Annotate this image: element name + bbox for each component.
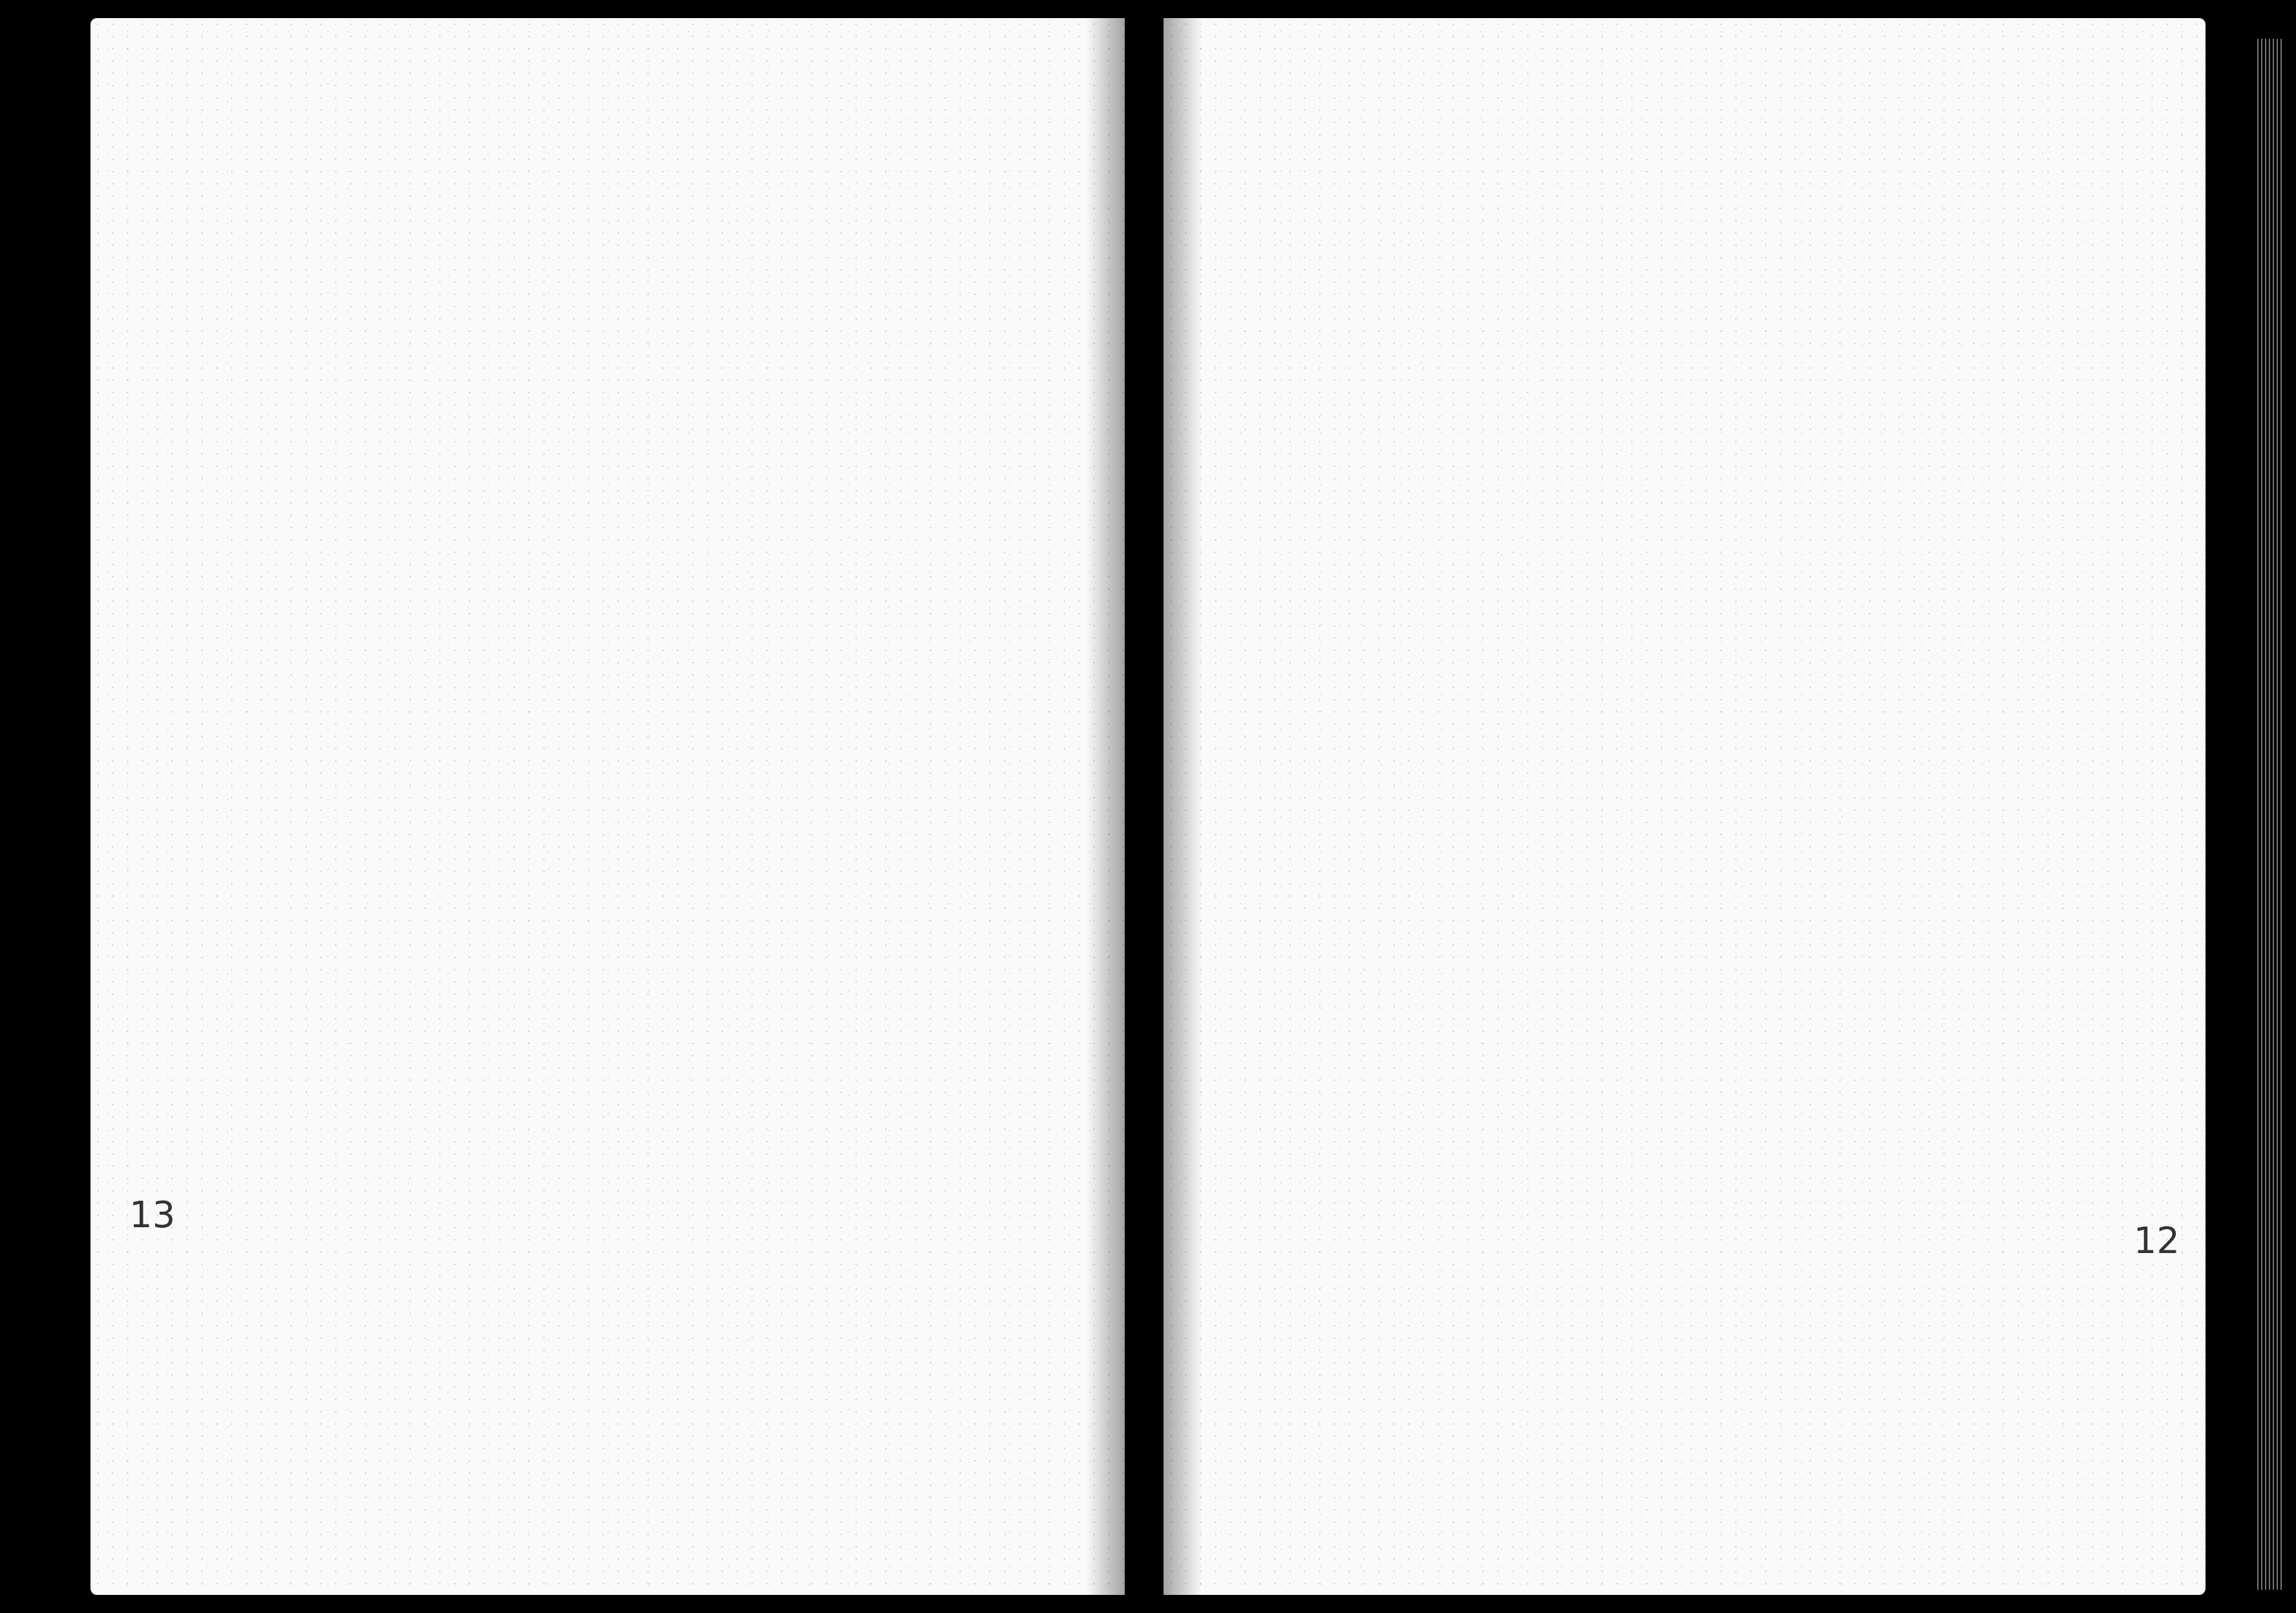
right-lower-text-block [1197, 826, 2167, 1550]
left-lower-text-block [129, 826, 1099, 1550]
left-page [90, 18, 1125, 1595]
right-page-gutter-shadow [1164, 18, 1202, 1595]
book-right-edge [2218, 13, 2296, 1600]
left-upper-text-block [129, 96, 1099, 794]
book-spine [1125, 0, 1164, 1613]
right-upper-text-block [1197, 96, 2167, 794]
left-page-number: 13 [129, 1194, 176, 1236]
right-page-number: 12 [2133, 1220, 2180, 1262]
book-left-edge [0, 13, 78, 1600]
right-page [1164, 18, 2206, 1595]
page-stack-edges [2257, 39, 2283, 1590]
